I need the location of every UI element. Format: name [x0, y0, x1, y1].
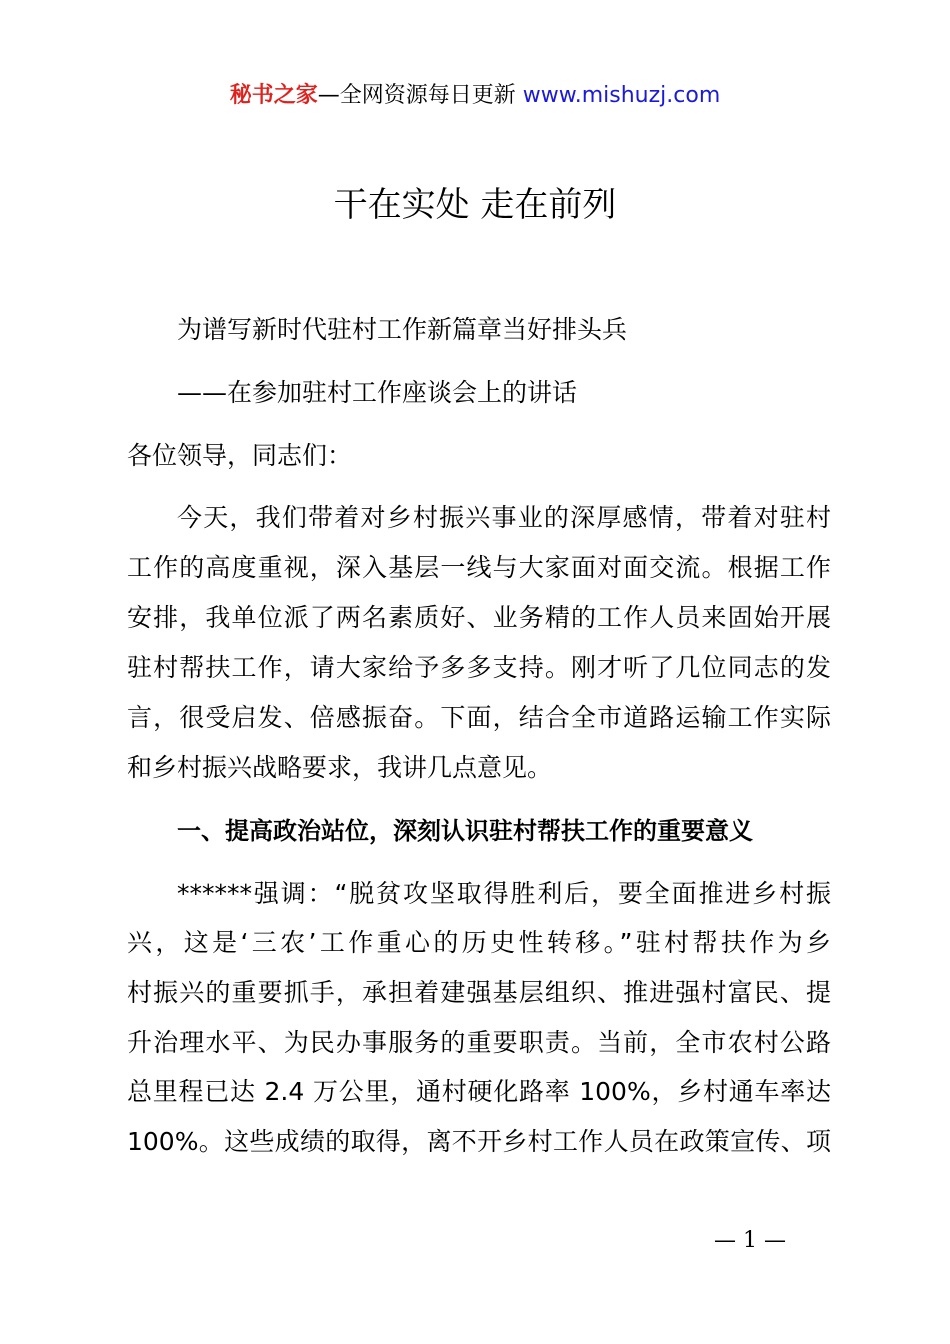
- site-url-link[interactable]: www.mishuzj.com: [522, 83, 721, 108]
- paragraph-line: 言，很受启发、倍感振奋。下面，结合全市道路运输工作实际: [127, 703, 831, 732]
- paragraph-line: 工作的高度重视，深入基层一线与大家面对面交流。根据工作: [127, 553, 831, 582]
- paragraph-line: ******强调：“脱贫攻坚取得胜利后，要全面推进乡村振: [177, 879, 831, 908]
- paragraph-line: 驻村帮扶工作，请大家给予多多支持。刚才听了几位同志的发: [127, 653, 831, 682]
- paragraph-line: 和乡村振兴战略要求，我讲几点意见。: [127, 753, 553, 782]
- paragraph-line: 总里程已达 2.4 万公里，通村硬化路率 100%，乡村通车率达: [127, 1077, 831, 1106]
- document-title: 干在实处 走在前列: [333, 185, 617, 225]
- paragraph-line: 100%。这些成绩的取得，离不开乡村工作人员在政策宣传、项: [127, 1127, 831, 1156]
- paragraph-line: 升治理水平、为民办事服务的重要职责。当前，全市农村公路: [127, 1028, 831, 1057]
- document-subtitle: 为谱写新时代驻村工作新篇章当好排头兵: [177, 315, 628, 344]
- site-tagline: —全网资源每日更新: [317, 83, 516, 108]
- paragraph-line: 今天，我们带着对乡村振兴事业的深厚感情，带着对驻村: [177, 503, 831, 532]
- section-heading: 一、提高政治站位，深刻认识驻村帮扶工作的重要意义: [177, 817, 753, 845]
- paragraph-line: 兴，这是‘三农’工作重心的历史性转移。”驻村帮扶作为乡: [127, 928, 831, 957]
- site-header: [0, 80, 950, 112]
- document-subtitle-speech: ——在参加驻村工作座谈会上的讲话: [177, 378, 578, 407]
- paragraph-line: 安排，我单位派了两名素质好、业务精的工作人员来固始开展: [127, 603, 831, 632]
- paragraph-line: 村振兴的重要抓手，承担着建强基层组织、推进强村富民、提: [127, 978, 831, 1007]
- site-brand: 秘书之家: [229, 83, 318, 108]
- salutation: 各位领导，同志们：: [127, 441, 353, 470]
- page-number: — 1 —: [714, 1228, 786, 1253]
